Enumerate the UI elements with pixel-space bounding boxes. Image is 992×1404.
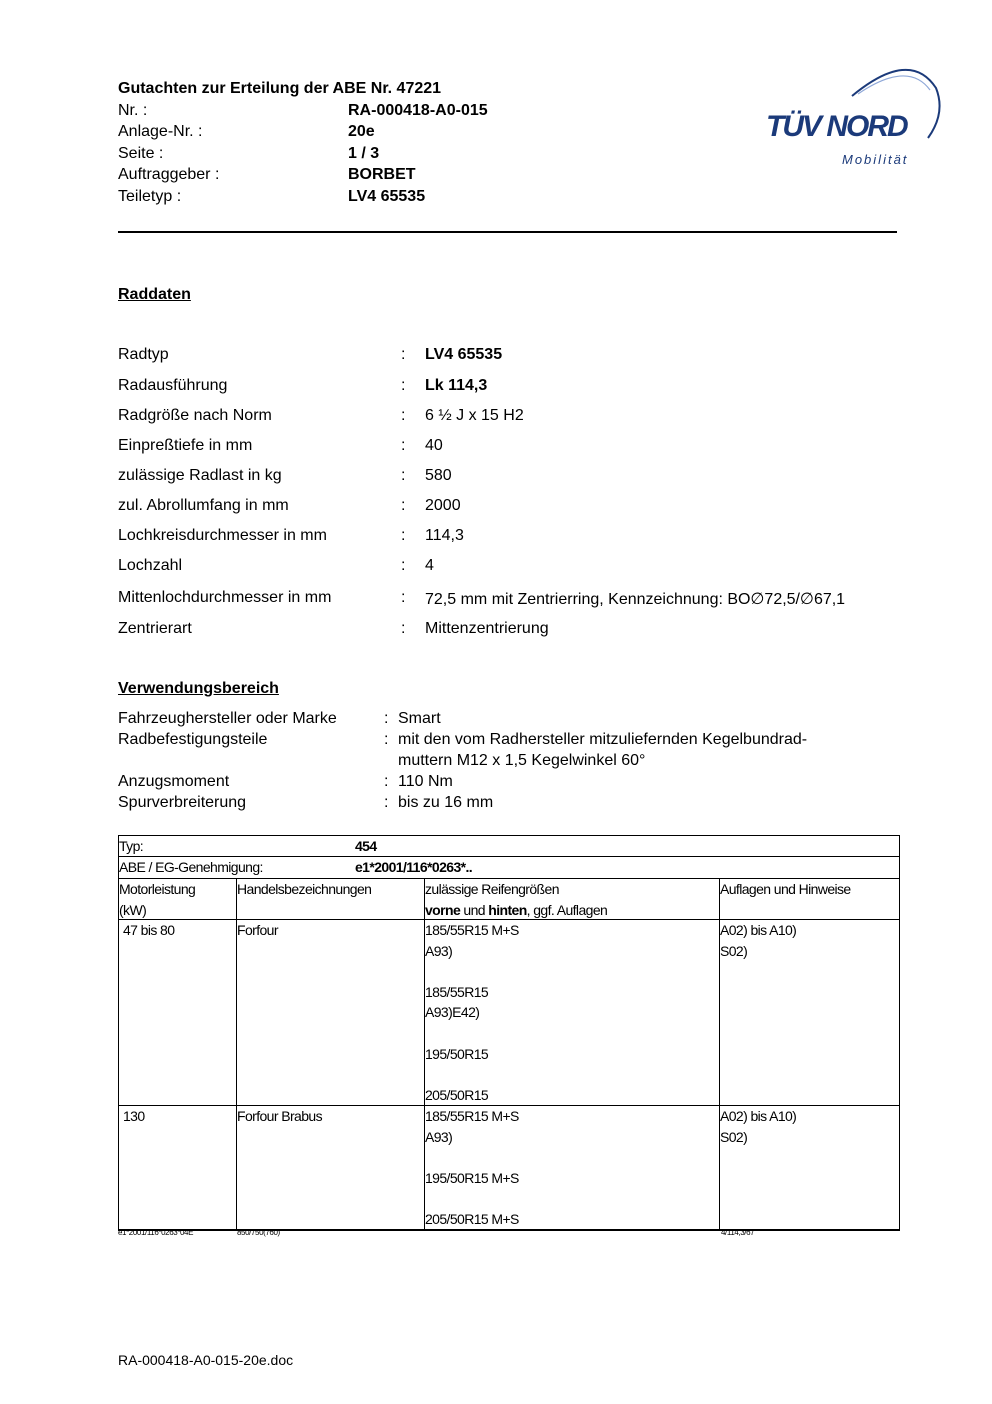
trade-name: Forfour	[237, 922, 278, 938]
logo-brand: TÜV NORD	[766, 110, 907, 143]
header-notes: Auflagen und Hinweise	[720, 881, 851, 897]
header-cell	[425, 879, 720, 919]
raddaten-value: 4	[425, 557, 434, 574]
tyre-line: A93)	[425, 1128, 453, 1145]
name-cell	[237, 1106, 425, 1229]
verwendung-value: bis zu 16 mm	[398, 794, 494, 811]
vehicle-table	[118, 835, 900, 1231]
name-cell	[237, 920, 425, 1105]
header-value: LV4 65535	[348, 188, 426, 205]
raddaten-value: 72,5 mm mit Zentrierring, Kennzeichnung: BO∅72,5/∅67,1	[425, 591, 846, 608]
typ-label: Typ:	[119, 838, 144, 854]
tyre-line: 185/55R15 M+S	[425, 922, 519, 938]
typ-value: 454	[355, 838, 377, 854]
raddaten-value: Mittenzentrierung	[425, 620, 549, 637]
header-value: BORBET	[348, 166, 416, 183]
header-tyres-sub	[425, 900, 719, 921]
raddaten-label: Radgröße nach Norm	[118, 407, 272, 424]
header-hinten: hinten	[488, 901, 527, 918]
notes-cell	[720, 1106, 899, 1229]
tyre-line: 185/55R15	[425, 983, 489, 1000]
power-cell	[119, 920, 237, 1105]
header-value: 1 / 3	[348, 145, 380, 162]
verwendung-label: Spurverbreiterung	[118, 794, 247, 811]
header-cell	[237, 879, 425, 919]
verwendung-value: mit den vom Radhersteller mitzuliefernden Kegelbundrad-	[398, 731, 808, 748]
verwendung-label: Anzugsmoment	[118, 773, 230, 790]
verwendung-value-continued: muttern M12 x 1,5 Kegelwinkel 60°	[398, 752, 646, 769]
table-typ-row	[119, 836, 899, 857]
header-label: Seite :	[118, 145, 164, 162]
table-row	[119, 1106, 899, 1229]
header-label: Teiletyp :	[118, 188, 182, 205]
verwendung-label: Radbefestigungsteile	[118, 731, 268, 748]
header-tyres: zulässige Reifengrößen	[425, 881, 559, 897]
tyre-line: 205/50R15	[425, 1086, 489, 1103]
tyre-line	[425, 1023, 719, 1044]
table-header-row	[119, 879, 899, 920]
verwendung-heading: Verwendungsbereich	[118, 680, 279, 697]
raddaten-label: Mittenlochdurchmesser in mm	[118, 589, 332, 606]
raddaten-value: Lk 114,3	[425, 377, 488, 394]
tyre-line: A93)	[425, 942, 453, 959]
verwendung-value: Smart	[398, 710, 441, 727]
note-line: S02)	[720, 942, 748, 959]
tyre-line: 195/50R15	[425, 1045, 489, 1062]
header-power-unit: (kW)	[119, 901, 147, 918]
header-names: Handelsbezeichnungen	[237, 881, 372, 897]
footnote-bolt-pattern: 4/114,3/67	[721, 1228, 755, 1237]
raddaten-label: Lochkreisdurchmesser in mm	[118, 527, 327, 544]
verwendung-value: 110 Nm	[398, 773, 453, 790]
report-title: Gutachten zur Erteilung der ABE Nr. 47221	[118, 80, 442, 97]
raddaten-label: Radtyp	[118, 346, 169, 363]
raddaten-value: 40	[425, 437, 443, 454]
raddaten-label: zul. Abrollumfang in mm	[118, 497, 289, 514]
header-value: 20e	[348, 123, 375, 140]
header-row-teiletyp	[118, 188, 425, 206]
verwendung-label: Fahrzeughersteller oder Marke	[118, 710, 337, 727]
note-line: A02) bis A10)	[720, 1108, 797, 1124]
header-row-auftraggeber	[118, 166, 416, 184]
raddaten-heading: Raddaten	[118, 286, 191, 303]
header-auflagen-tail: , ggf. Auflagen	[526, 901, 608, 918]
power-value: 130	[123, 1108, 145, 1124]
table-row	[119, 920, 899, 1106]
raddaten-label: Radausführung	[118, 377, 228, 394]
tyre-line: 195/50R15 M+S	[425, 1169, 519, 1186]
tyre-line	[425, 1188, 719, 1209]
footnote-weights: 850/750(760)	[237, 1228, 280, 1237]
header-row-seite	[118, 145, 379, 163]
footnote-approval: e1*2001/116*0263*04E	[118, 1228, 194, 1237]
raddaten-label: zulässige Radlast in kg	[118, 467, 282, 484]
note-line: S02)	[720, 1128, 748, 1145]
tyre-line: A93)E42)	[425, 1004, 480, 1021]
header-row-anlage	[118, 123, 375, 141]
power-value: 47 bis 80	[123, 922, 175, 938]
raddaten-label: Lochzahl	[118, 557, 183, 574]
power-cell	[119, 1106, 237, 1229]
raddaten-label: Zentrierart	[118, 620, 192, 637]
raddaten-label: Einpreßtiefe in mm	[118, 437, 253, 454]
header-label: Nr. :	[118, 102, 148, 119]
abe-label: ABE / EG-Genehmigung:	[119, 859, 263, 875]
raddaten-value: LV4 65535	[425, 346, 503, 363]
note-line: A02) bis A10)	[720, 922, 797, 938]
tyre-line	[425, 961, 719, 982]
raddaten-value: 6 ½ J x 15 H2	[425, 407, 524, 424]
header-vorne: vorne	[425, 901, 461, 918]
header-und: und	[460, 901, 489, 918]
footer-filename: RA-000418-A0-015-20e.doc	[118, 1352, 294, 1368]
abe-value: e1*2001/116*0263*..	[355, 859, 473, 875]
tyre-line: 205/50R15 M+S	[425, 1210, 519, 1227]
header-value: RA-000418-A0-015	[348, 102, 488, 119]
notes-cell	[720, 920, 899, 1105]
header-cell	[119, 879, 237, 919]
raddaten-value: 114,3	[425, 527, 464, 544]
header-cell	[720, 879, 899, 919]
header-divider	[118, 231, 897, 233]
tyre-cell	[425, 1106, 720, 1229]
raddaten-value: 580	[425, 467, 452, 484]
tyre-line	[425, 1147, 719, 1168]
header-power: Motorleistung	[119, 881, 196, 897]
table-abe-row	[119, 857, 899, 879]
raddaten-value: 2000	[425, 497, 461, 514]
logo-subtitle: Mobilität	[842, 152, 909, 167]
trade-name: Forfour Brabus	[237, 1108, 322, 1124]
tyre-line	[425, 1064, 719, 1085]
header-label: Anlage-Nr. :	[118, 123, 203, 140]
tyre-cell	[425, 920, 720, 1105]
header-row-nr	[118, 102, 488, 120]
tuev-nord-logo	[760, 58, 945, 173]
header-label: Auftraggeber :	[118, 166, 220, 183]
tyre-line: 185/55R15 M+S	[425, 1108, 519, 1124]
